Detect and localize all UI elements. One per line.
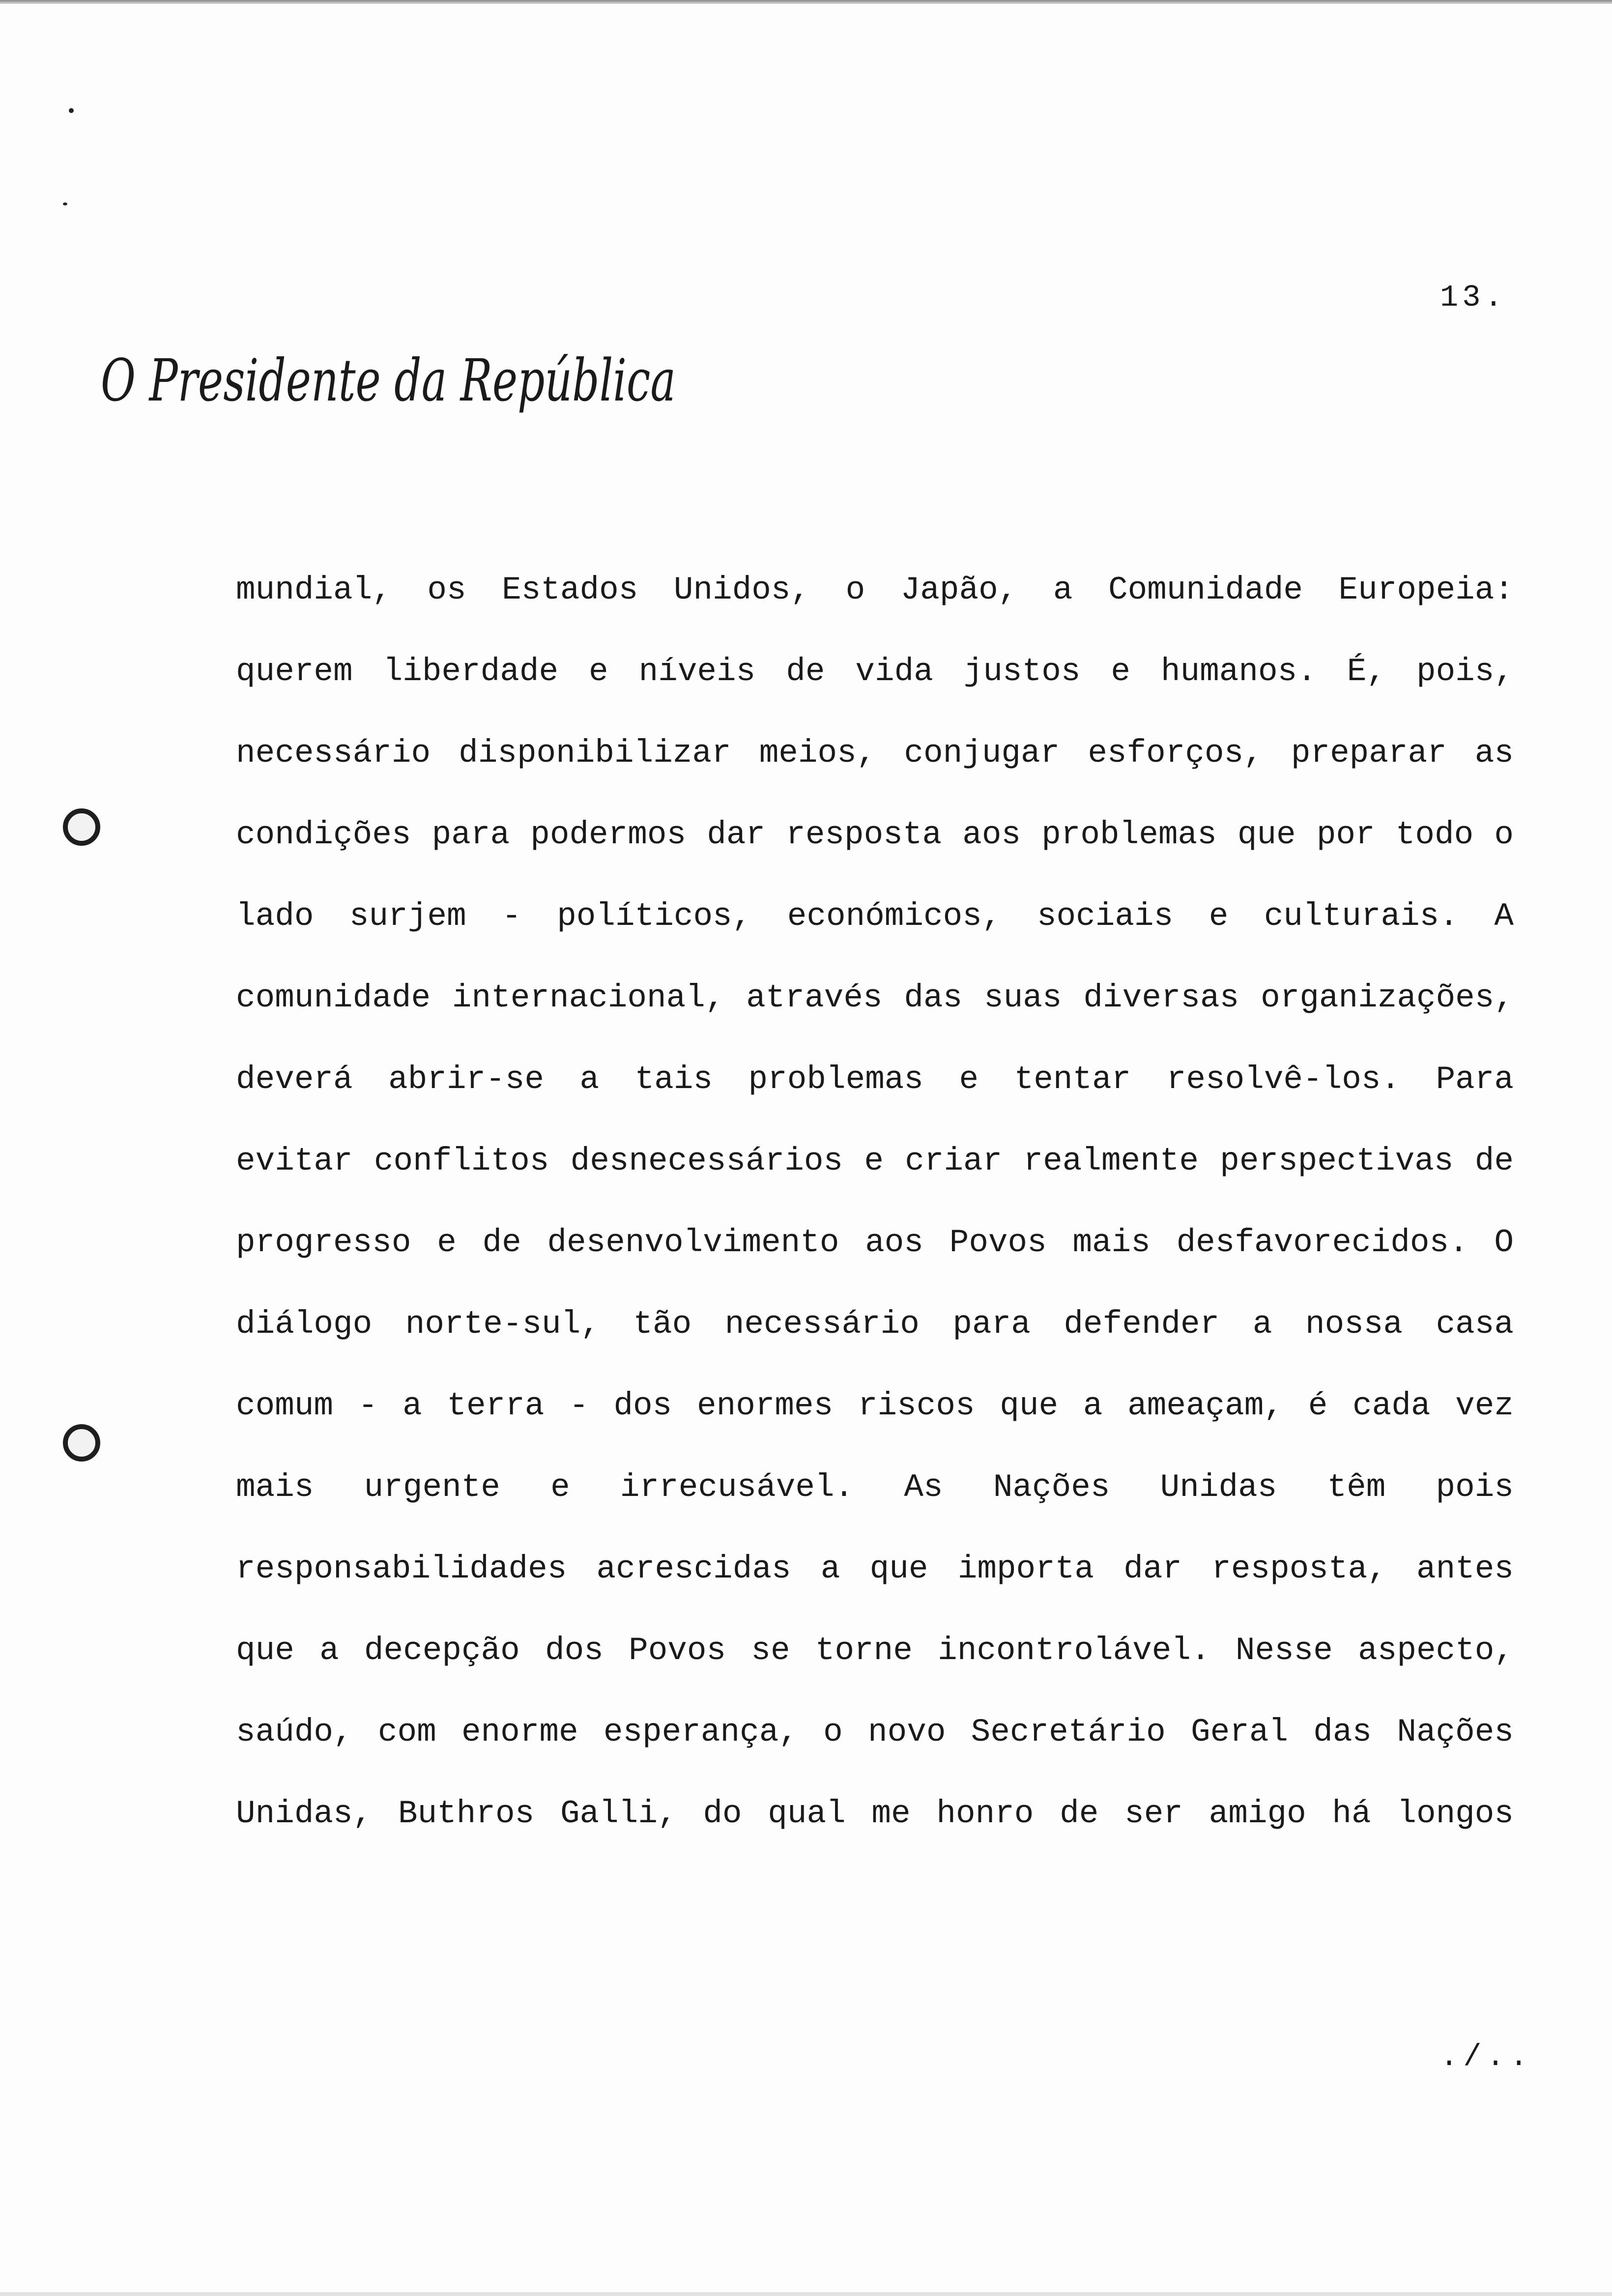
letterhead-script bbox=[101, 339, 691, 437]
text-line: comum - a terra - dos enormes riscos que a ameaçam, é cada vez bbox=[236, 1387, 1514, 1424]
punch-hole-upper bbox=[63, 808, 100, 846]
punch-hole-lower bbox=[63, 1424, 100, 1462]
text-line: lado surjem - políticos, económicos, sociais e culturais. A bbox=[236, 898, 1514, 935]
scan-speck bbox=[69, 108, 74, 113]
text-line: progresso e de desenvolvimento aos Povos mais desfavorecidos. O bbox=[236, 1224, 1514, 1261]
text-line: mais urgente e irrecusável. As Nações Unidas têm pois bbox=[236, 1469, 1514, 1506]
continuation-mark: ./.. bbox=[1440, 2039, 1533, 2074]
text-line: mundial, os Estados Unidos, o Japão, a Comunidade Europeia: bbox=[236, 572, 1514, 608]
scan-speck bbox=[63, 202, 67, 205]
text-line: condições para podermos dar resposta aos problemas que por todo o bbox=[236, 816, 1514, 853]
text-line: necessário disponibilizar meios, conjugar esforços, preparar as bbox=[236, 735, 1514, 772]
text-line: diálogo norte-sul, tão necessário para defender a nossa casa bbox=[236, 1306, 1514, 1343]
text-line: saúdo, com enorme esperança, o novo Secretário Geral das Nações bbox=[236, 1714, 1514, 1751]
scan-edge-top bbox=[0, 0, 1612, 4]
text-line: que a decepção dos Povos se torne incontrolável. Nesse aspecto, bbox=[236, 1632, 1514, 1669]
text-line: Unidas, Buthros Galli, do qual me honro de ser amigo há longos bbox=[236, 1795, 1514, 1832]
page-number: 13. bbox=[1440, 280, 1507, 315]
text-line: responsabilidades acrescidas a que importa dar resposta, antes bbox=[236, 1550, 1514, 1587]
text-line: deverá abrir-se a tais problemas e tentar resolvê-los. Para bbox=[236, 1061, 1514, 1098]
letterhead-text: O Presidente da República bbox=[101, 346, 676, 414]
text-line: evitar conflitos desnecessários e criar realmente perspectivas de bbox=[236, 1143, 1514, 1179]
text-line: querem liberdade e níveis de vida justos e humanos. É, pois, bbox=[236, 653, 1514, 690]
body-text bbox=[236, 567, 1514, 1872]
scan-edge-bottom bbox=[0, 2292, 1612, 2296]
text-line: comunidade internacional, através das suas diversas organizações, bbox=[236, 979, 1514, 1016]
